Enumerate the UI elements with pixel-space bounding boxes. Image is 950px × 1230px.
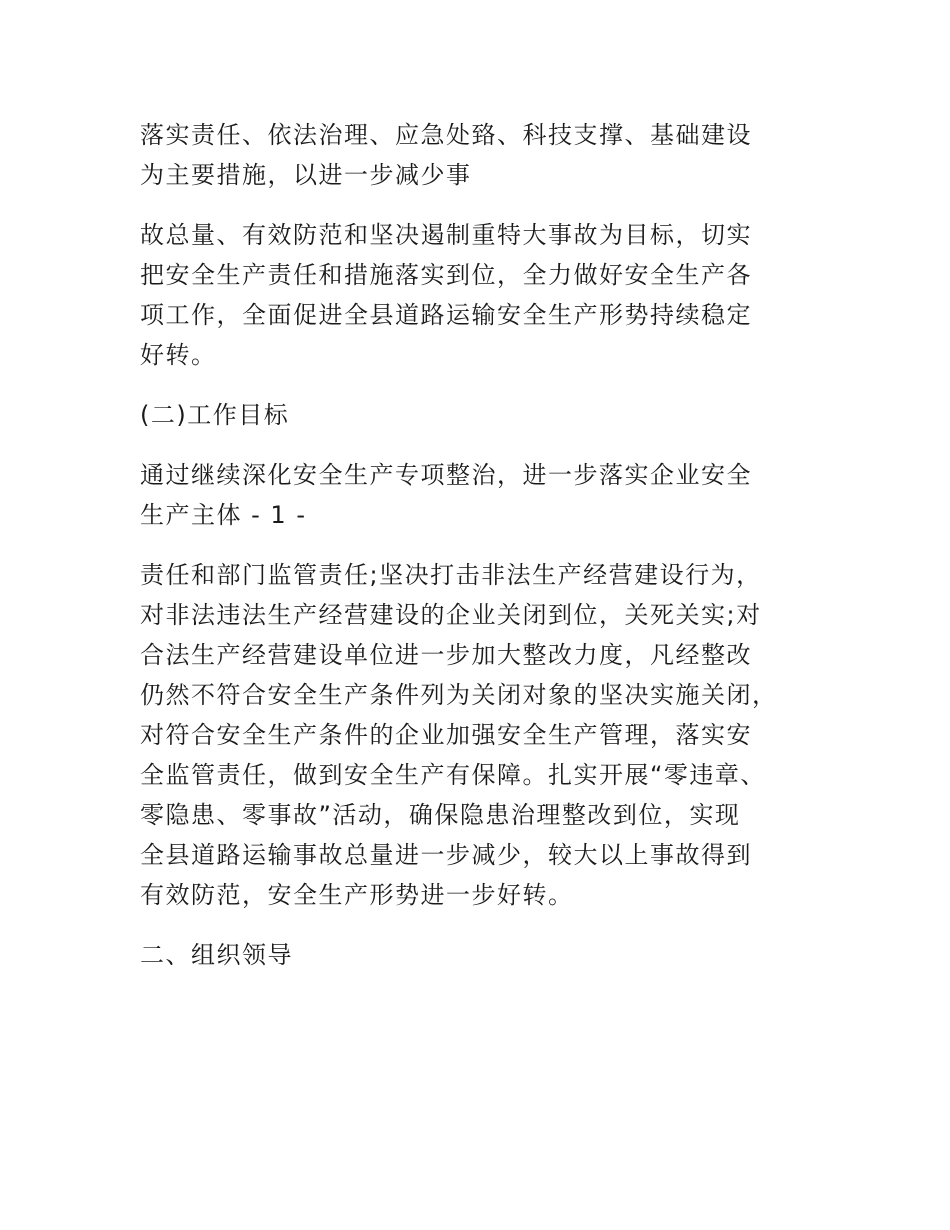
text-line: 责任和部门监管责任;坚决打击非法生产经营建设行为， (140, 561, 762, 589)
text-line: 为主要措施，以进一步减少事 (140, 161, 472, 189)
text-line: 全监管责任，做到安全生产有保障。扎实开展“零违章、 (140, 761, 766, 789)
text-line: (二)工作目标 (140, 401, 290, 429)
text-line: 项工作，全面促进全县道路运输安全生产形势持续稳定 (140, 301, 752, 329)
text-line: 故总量、有效防范和坚决遏制重特大事故为目标，切实 (140, 221, 752, 249)
text-line: 二、组织领导 (140, 941, 293, 969)
paragraph-measures (140, 115, 830, 195)
text-line: 把安全生产责任和措施落实到位，全力做好安全生产各 (140, 261, 752, 289)
section-heading-work-goals (140, 395, 830, 435)
paragraph-goal-summary (140, 215, 830, 375)
text-line: 对非法违法生产经营建设的企业关闭到位，关死关实;对 (140, 601, 762, 629)
section-heading-organization (140, 935, 830, 975)
text-line: 生产主体 - 1 - (140, 501, 307, 529)
text-line: 合法生产经营建设单位进一步加大整改力度，凡经整改 (140, 641, 752, 669)
paragraph-responsibilities (140, 555, 830, 915)
paragraph-special-rectification (140, 455, 830, 535)
text-line: 对符合安全生产条件的企业加强安全生产管理，落实安 (140, 721, 752, 749)
text-line: 落实责任、依法治理、应急处臵、科技支撑、基础建设 (140, 121, 752, 149)
text-line: 全县道路运输事故总量进一步减少，较大以上事故得到 (140, 841, 752, 869)
text-line: 好转。 (140, 341, 217, 369)
text-line: 通过继续深化安全生产专项整治，进一步落实企业安全 (140, 461, 752, 489)
document-body (140, 115, 830, 995)
text-line: 仍然不符合安全生产条件列为关闭对象的坚决实施关闭， (140, 681, 778, 709)
text-line: 有效防范，安全生产形势进一步好转。 (140, 881, 574, 909)
text-line: 零隐患、零事故”活动，确保隐患治理整改到位，实现 (140, 801, 741, 829)
